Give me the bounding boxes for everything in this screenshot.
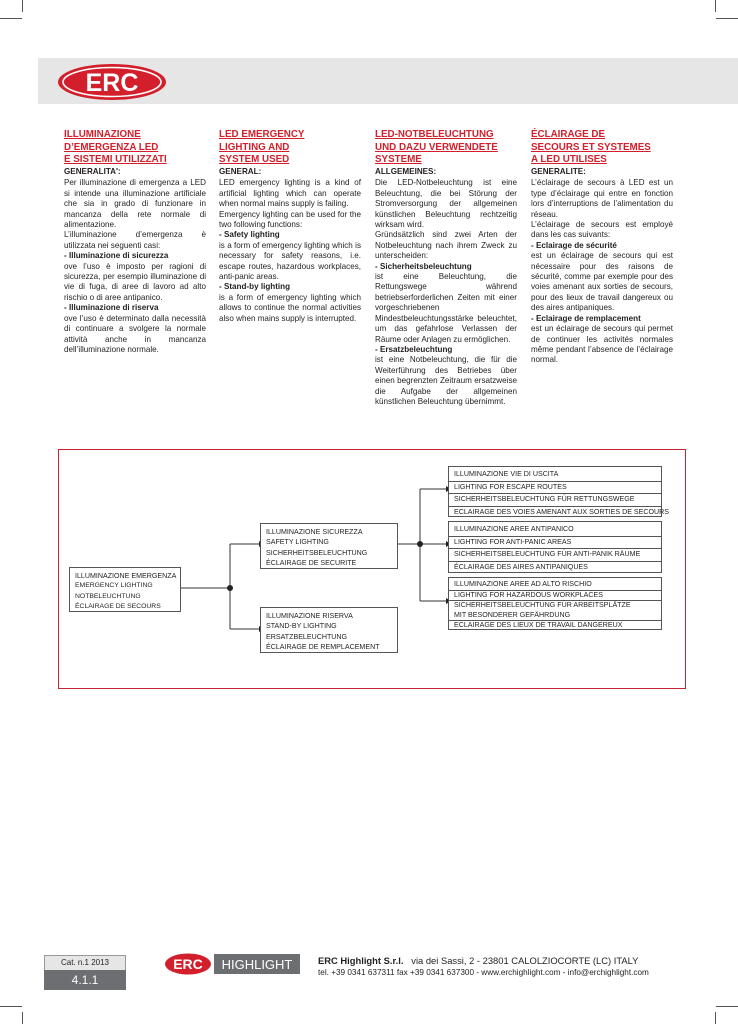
text-column — [219, 129, 361, 324]
logo-text: ERC — [85, 69, 139, 97]
standby-line: ILLUMINAZIONE RISERVA — [266, 612, 353, 620]
page-number: 4.1.1 — [44, 970, 126, 990]
body-paragraph: ist eine Beleuchtung, die Rettungswege während betriebserforderlichen Zeiten mit einer vorgeschriebenen Mindestbeleuchtungsstärke beleuchtet, um das gefahrlose Verlassen der Räume oder Anlagen zu ermöglichen. — [375, 272, 517, 344]
column-title — [375, 129, 517, 167]
column-title-line: E SISTEMI UTILIZZATI — [64, 154, 167, 165]
diagram-escape-box — [448, 466, 669, 517]
body-paragraph: Per illuminazione di emergenza a LED si intende una illuminazione artificiale che sia in grado di funzionare in mancanza della rete normale di alimentazione. — [64, 178, 206, 230]
text-column — [531, 129, 673, 366]
column-title-line: SYSTEM USED — [219, 154, 290, 165]
contact-line: tel. +39 0341 637311 fax +39 0341 637300 - www.erchighlight.com - info@erchighlight.com — [318, 968, 649, 977]
column-title — [531, 129, 673, 167]
subsection-label: - Eclairage de remplacement — [531, 313, 641, 323]
footer-logo-text: ERC — [173, 956, 203, 972]
crop-mark — [716, 1006, 738, 1007]
body-paragraph: est un éclairage de secours qui permet de continuer les activités normales même pendant l’absence de l’éclairage normal. — [531, 324, 673, 365]
body-paragraph: Gründsätzlich sind zwei Arten der Notbeleuchtung nach ihrem Zweck zu unterscheiden: — [375, 230, 517, 261]
column-heading: GENERALITA': — [64, 167, 121, 176]
body-paragraph: L’éclairage de secours à LED est un type d’éclairage qui entre en fonction lors d’interruptions de l’alimentation du réseau. — [531, 178, 673, 219]
crop-mark — [715, 0, 716, 12]
erc-highlight-logo — [164, 952, 302, 976]
body-paragraph: is a form of emergency lighting which is necessary for safety reasons, i.e. escape routes, hazardous workplaces, anti-panic areas. — [219, 240, 361, 282]
subsection-label: - Stand-by lighting — [219, 282, 291, 292]
body-paragraph: LED emergency lighting is a kind of artificial lighting which can operate when normal mains supply is failing. — [219, 178, 361, 209]
column-title-line: LED-NOTBELEUCHTUNG — [375, 129, 494, 140]
standby-line: STAND-BY LIGHTING — [266, 622, 337, 631]
highrisk-line: ILLUMINAZIONE AREE AD ALTO RISCHIO — [454, 580, 592, 588]
crop-mark — [0, 1006, 22, 1007]
root-line: ILLUMINAZIONE EMERGENZA — [75, 572, 177, 580]
column-title-line: D’EMERGENZA LED — [64, 141, 159, 153]
highrisk-line: LIGHTING FOR HAZARDOUS WORKPLACES — [449, 590, 661, 601]
column-title-line: A LED UTILISES — [531, 154, 607, 165]
crop-mark — [22, 1012, 23, 1024]
erc-logo — [56, 62, 168, 102]
subsection-label: - Sicherheitsbeleuchtung — [375, 261, 472, 271]
diagram-safety-box — [260, 523, 398, 569]
escape-line: SICHERHEITSBELEUCHTUNG FÜR RETTUNGSWEGE — [449, 493, 661, 506]
body-paragraph: L’illuminazione d’emergenza è utilizzata nei seguenti casi: — [64, 230, 206, 250]
column-heading: GENERAL: — [219, 167, 262, 176]
crop-mark — [22, 0, 23, 12]
subsection-label: - Safety lighting — [219, 230, 280, 240]
antipanic-line: ÉCLAIRAGE DES AIRES ANTIPANIQUES — [449, 561, 661, 574]
root-line: EMERGENCY LIGHTING — [75, 582, 153, 590]
body-paragraph: L’éclairage de secours est employé dans les cas suivants: — [531, 220, 673, 240]
body-paragraph: est un éclairage de secours qui est nécessaire pour des raisons de sécurité, comme par exemple pour des voies amenant aux sorties de secours, pour des lieux de travail dangereux ou des aires antipaniques. — [531, 251, 673, 313]
body-paragraph: is a form of emergency lighting which allows to continue the normal activities also when mains supply is interrupted. — [219, 292, 361, 323]
subsection-label: - Ersatzbeleuchtung — [375, 344, 453, 354]
column-title-line: LED EMERGENCY — [219, 129, 305, 140]
diagram-highrisk-box — [448, 577, 662, 630]
text-column — [64, 129, 206, 355]
standby-line: ÉCLAIRAGE DE REMPLACEMENT — [266, 642, 380, 651]
column-title — [219, 129, 361, 167]
column-title-line: SECOURS ET SYSTEMES — [531, 141, 651, 153]
column-title-line: UND DAZU VERWENDETE — [375, 141, 498, 153]
root-line: NOTBELEUCHTUNG — [75, 592, 141, 600]
subsection-label: - Illuminazione di riserva — [64, 303, 159, 313]
diagram-antipanic-box — [448, 521, 662, 573]
catalog-label: Cat. n.1 2013 — [44, 955, 126, 970]
standby-line: ERSATZBELEUCHTUNG — [266, 632, 348, 641]
diagram-standby-box — [260, 607, 398, 653]
antipanic-line: LIGHTING FOR ANTI-PANIC AREAS — [449, 536, 661, 549]
column-title-line: LIGHTING AND — [219, 141, 290, 153]
crop-mark — [0, 18, 22, 19]
column-heading: GENERALITE: — [531, 167, 586, 176]
column-title-line: ÉCLAIRAGE DE — [531, 129, 606, 140]
highrisk-line: SICHERHEITSBELEUCHTUNG FÜR ARBEITSPLÄTZE — [449, 600, 661, 611]
company-line — [318, 955, 638, 966]
escape-line: ECLAIRAGE DES VOIES AMENANT AUX SORTIES DE SECOURS — [449, 506, 661, 519]
column-title-line: SYSTEME — [375, 154, 422, 165]
highrisk-line: ECLAIRAGE DES LIEUX DE TRAVAIL DANGEREUX — [449, 620, 661, 631]
body-paragraph: Die LED-Notbeleuchtung ist eine Beleuchtung, die bei Störung der Stromversorgung der allgemeinen künstlichen Beleuchtung rechtzeitig wirksam wird. — [375, 178, 517, 230]
body-paragraph: Emergency lighting can be used for the two following functions: — [219, 209, 361, 230]
safety-line: SAFETY LIGHTING — [266, 538, 329, 547]
crop-mark — [716, 18, 738, 19]
emergency-lighting-diagram — [58, 449, 686, 689]
subsection-label: - Eclairage de sécurité — [531, 240, 617, 250]
column-title — [64, 129, 206, 167]
company-name: ERC Highlight S.r.l. — [318, 955, 404, 966]
crop-mark — [715, 1012, 716, 1024]
escape-line: LIGHTING FOR ESCAPE ROUTES — [449, 481, 661, 494]
root-line: ÉCLAIRAGE DE SECOURS — [75, 602, 161, 610]
company-address: via dei Sassi, 2 - 23801 CALOLZIOCORTE (LC) ITALY — [411, 955, 639, 966]
highlight-text: HIGHLIGHT — [221, 957, 293, 972]
safety-line: ILLUMINAZIONE SICUREZZA — [266, 528, 363, 536]
catalog-badge — [44, 955, 126, 989]
antipanic-line: SICHERHEITSBELEUCHTUNG FÜR ANTI-PANIK RÄUME — [449, 548, 661, 561]
safety-line: ÉCLAIRAGE DE SECURITE — [266, 558, 357, 567]
column-heading: ALLGEMEINES: — [375, 167, 437, 176]
safety-line: SICHERHEITSBELEUCHTUNG — [266, 548, 368, 557]
text-column — [375, 129, 517, 407]
column-title-line: ILLUMINAZIONE — [64, 129, 141, 140]
body-paragraph: ove l’uso è imposto per ragioni di sicurezza, per esempio illuminazione di vie di fuga, di aree di lavoro ad alto rischio o di aree antipanico. — [64, 261, 206, 302]
body-paragraph: ist eine Notbeleuchtung, die für die Weiterführung des Betriebes über einen begrenzten Zeitraum ersatzweise die Aufgabe der allgemeinen künstlichen Beleuchtung übernimmt. — [375, 355, 517, 406]
subsection-label: - Illuminazione di sicurezza — [64, 251, 169, 261]
highrisk-line: MIT BESONDERER GEFÄHRDUNG — [454, 610, 571, 619]
antipanic-line: ILLUMINAZIONE AREE ANTIPANICO — [454, 525, 574, 533]
diagram-root-box — [69, 567, 181, 612]
escape-line: ILLUMINAZIONE VIE DI USCITA — [454, 470, 559, 478]
body-paragraph: ove l’uso è determinato dalla necessità di continuare a svolgere la normale attività anche in mancanza dell’illuminazione normale. — [64, 313, 206, 354]
